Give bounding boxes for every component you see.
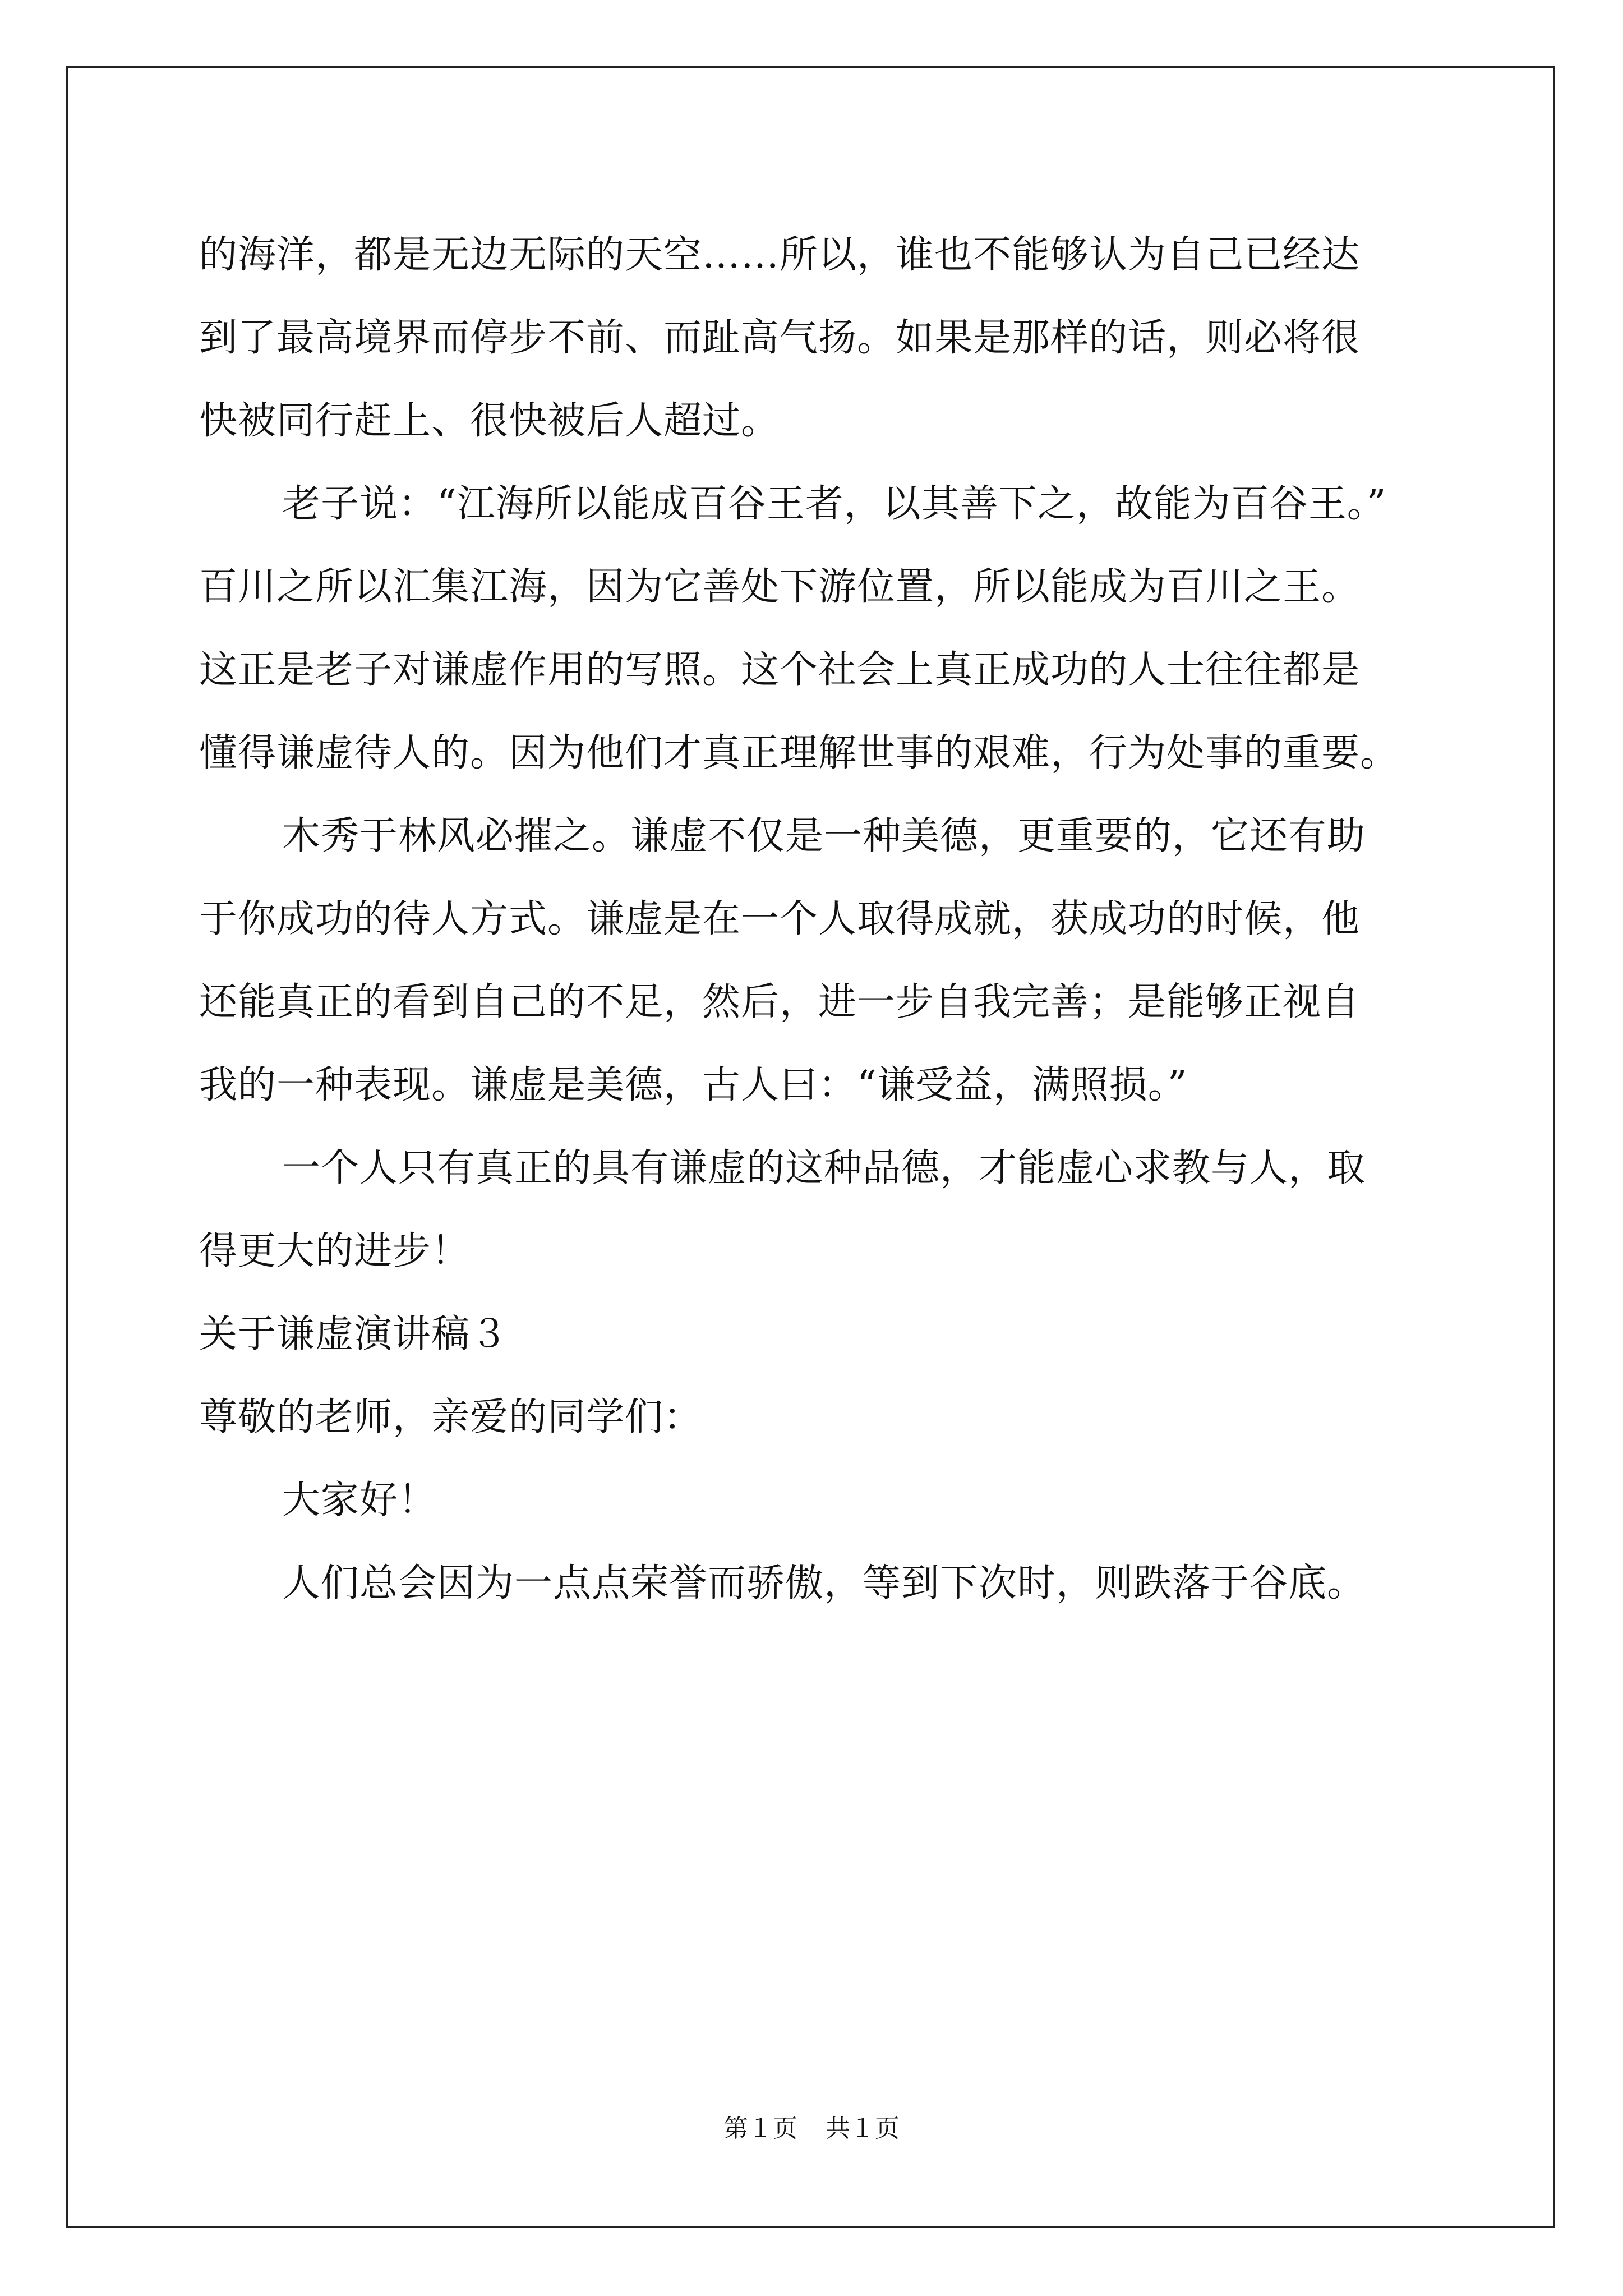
text-line: 百川之所以汇集江海，因为它善处下游位置，所以能成为百川之王。 — [199, 565, 1361, 609]
text-line: 的海洋，都是无边无际的天空……所以，谁也不能够认为自己已经达 — [199, 233, 1361, 277]
text-line: 这正是老子对谦虚作用的写照。这个社会上真正成功的人士往往都是 — [199, 648, 1361, 692]
paragraph-start-line: 一个人只有真正的具有谦虚的这种品德，才能虚心求教与人，取 — [282, 1146, 1366, 1190]
section-title: 关于谦虚演讲稿３ — [199, 1312, 509, 1356]
text-line: 我的一种表现。谦虚是美德，古人曰：“谦受益，满照损。” — [199, 1063, 1188, 1107]
paragraph-start-line: 木秀于林风必摧之。谦虚不仅是一种美德，更重要的，它还有助 — [282, 814, 1366, 858]
page-number-current: 第１页 — [723, 2114, 797, 2143]
page-number-total: 共１页 — [826, 2114, 900, 2143]
greeting: 大家好！ — [282, 1478, 437, 1522]
salutation: 尊敬的老师，亲爱的同学们： — [199, 1395, 703, 1439]
paragraph-start-line: 人们总会因为一点点荣誉而骄傲，等到下次时，则跌落于谷底。 — [282, 1561, 1366, 1605]
text-line: 得更大的进步！ — [199, 1229, 471, 1273]
text-line: 到了最高境界而停步不前、而趾高气扬。如果是那样的话，则必将很 — [199, 316, 1361, 360]
text-line: 还能真正的看到自己的不足，然后，进一步自我完善；是能够正视自 — [199, 980, 1361, 1024]
paragraph-start-line: 老子说：“江海所以能成百谷王者，以其善下之，故能为百谷王。” — [282, 482, 1387, 526]
text-line: 于你成功的待人方式。谦虚是在一个人取得成就，获成功的时候，他 — [199, 897, 1361, 941]
text-line: 懂得谦虚待人的。因为他们才真正理解世事的艰难，行为处事的重要。 — [199, 731, 1399, 775]
page-footer — [0, 2112, 1623, 2146]
text-line: 快被同行赶上、很快被后人超过。 — [199, 399, 780, 443]
